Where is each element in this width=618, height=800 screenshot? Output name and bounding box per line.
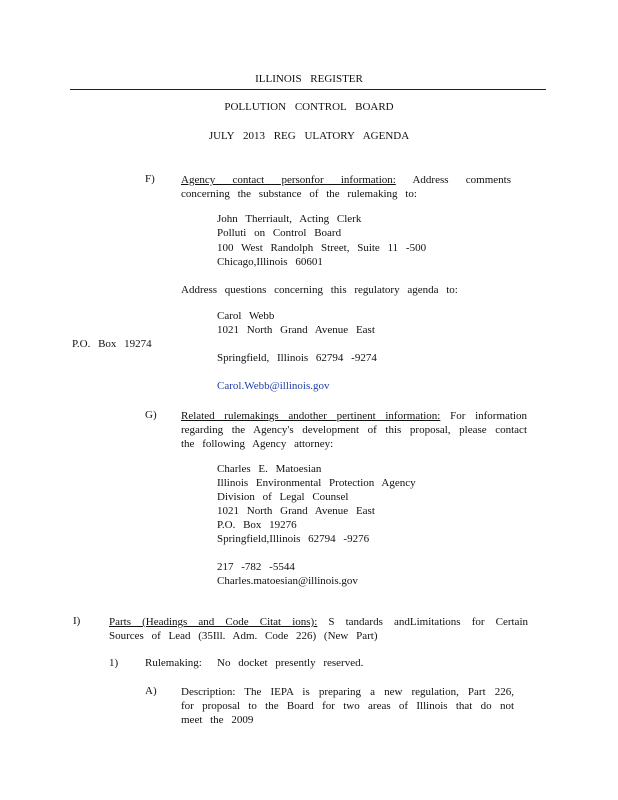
attorney-phone: 217 -782 -5544 bbox=[217, 561, 295, 573]
address-line: Polluti on Control Board bbox=[217, 227, 342, 239]
item-a-paragraph bbox=[181, 685, 514, 727]
register-title: ILLINOIS REGISTER bbox=[255, 73, 363, 85]
section-f-heading: Agency contact personfor information: bbox=[181, 174, 396, 186]
section-g-paragraph bbox=[181, 409, 527, 451]
attorney-line: Charles E. Matoesian bbox=[217, 463, 322, 475]
attorney-line: Division of Legal Counsel bbox=[217, 491, 349, 503]
contact-name: Carol Webb bbox=[217, 310, 275, 322]
po-box: P.O. Box 19274 bbox=[72, 338, 152, 350]
section-g-heading: Related rulemakings andother pertinent information: bbox=[181, 410, 441, 422]
attorney-line: 1021 North Grand Avenue East bbox=[217, 505, 375, 517]
attorney-email: Charles.matoesian@illinois.gov bbox=[217, 575, 358, 587]
section-f-text: Address comments concerning the substance of the rulemaking to: bbox=[181, 174, 511, 200]
section-i-heading: Parts (Headings and Code Citat ions): bbox=[109, 616, 318, 628]
section-i-text: S tandards andLimitations for Certain Sources of Lead (35Ill. Adm. Code 226) (New Part) bbox=[109, 616, 528, 642]
item-a-title: Description: bbox=[181, 686, 236, 698]
contact-city: Springfield, Illinois 62794 -9274 bbox=[217, 352, 377, 364]
item-a-label: A) bbox=[145, 685, 157, 697]
address-line: John Therriault, Acting Clerk bbox=[217, 213, 362, 225]
section-g-label: G) bbox=[145, 409, 157, 421]
address-line: Chicago,Illinois 60601 bbox=[217, 256, 323, 268]
section-i-paragraph bbox=[109, 615, 528, 643]
attorney-line: Springfield,Illinois 62794 -9276 bbox=[217, 533, 370, 545]
section-f-paragraph bbox=[181, 173, 511, 201]
contact-email-link[interactable]: Carol.Webb@illinois.gov bbox=[217, 380, 330, 392]
section-g-text: For information regarding the Agency's development of this proposal, please contact the following Agency attorney: bbox=[181, 410, 528, 450]
item-1-label: 1) bbox=[109, 657, 119, 669]
agenda-title: JULY 2013 REG ULATORY AGENDA bbox=[208, 130, 410, 142]
contact-street: 1021 North Grand Avenue East bbox=[217, 324, 375, 336]
item-1-text: No docket presently reserved. bbox=[217, 657, 364, 669]
questions-text: Address questions concerning this regulatory agenda to: bbox=[181, 284, 458, 296]
section-f-label: F) bbox=[145, 173, 155, 185]
address-line: 100 West Randolph Street, Suite 11 -500 bbox=[217, 242, 427, 254]
item-a-text: The IEPA is preparing a new regulation, Part 226, for proposal to the Board for two areas of Illinois that do not meet the 2009 bbox=[181, 686, 514, 726]
attorney-line: Illinois Environmental Protection Agency bbox=[217, 477, 416, 489]
header-rule bbox=[70, 89, 546, 90]
board-title: POLLUTION CONTROL BOARD bbox=[224, 101, 394, 113]
item-1-title: Rulemaking: bbox=[145, 657, 202, 669]
attorney-line: P.O. Box 19276 bbox=[217, 519, 297, 531]
section-i-label: I) bbox=[73, 615, 81, 627]
